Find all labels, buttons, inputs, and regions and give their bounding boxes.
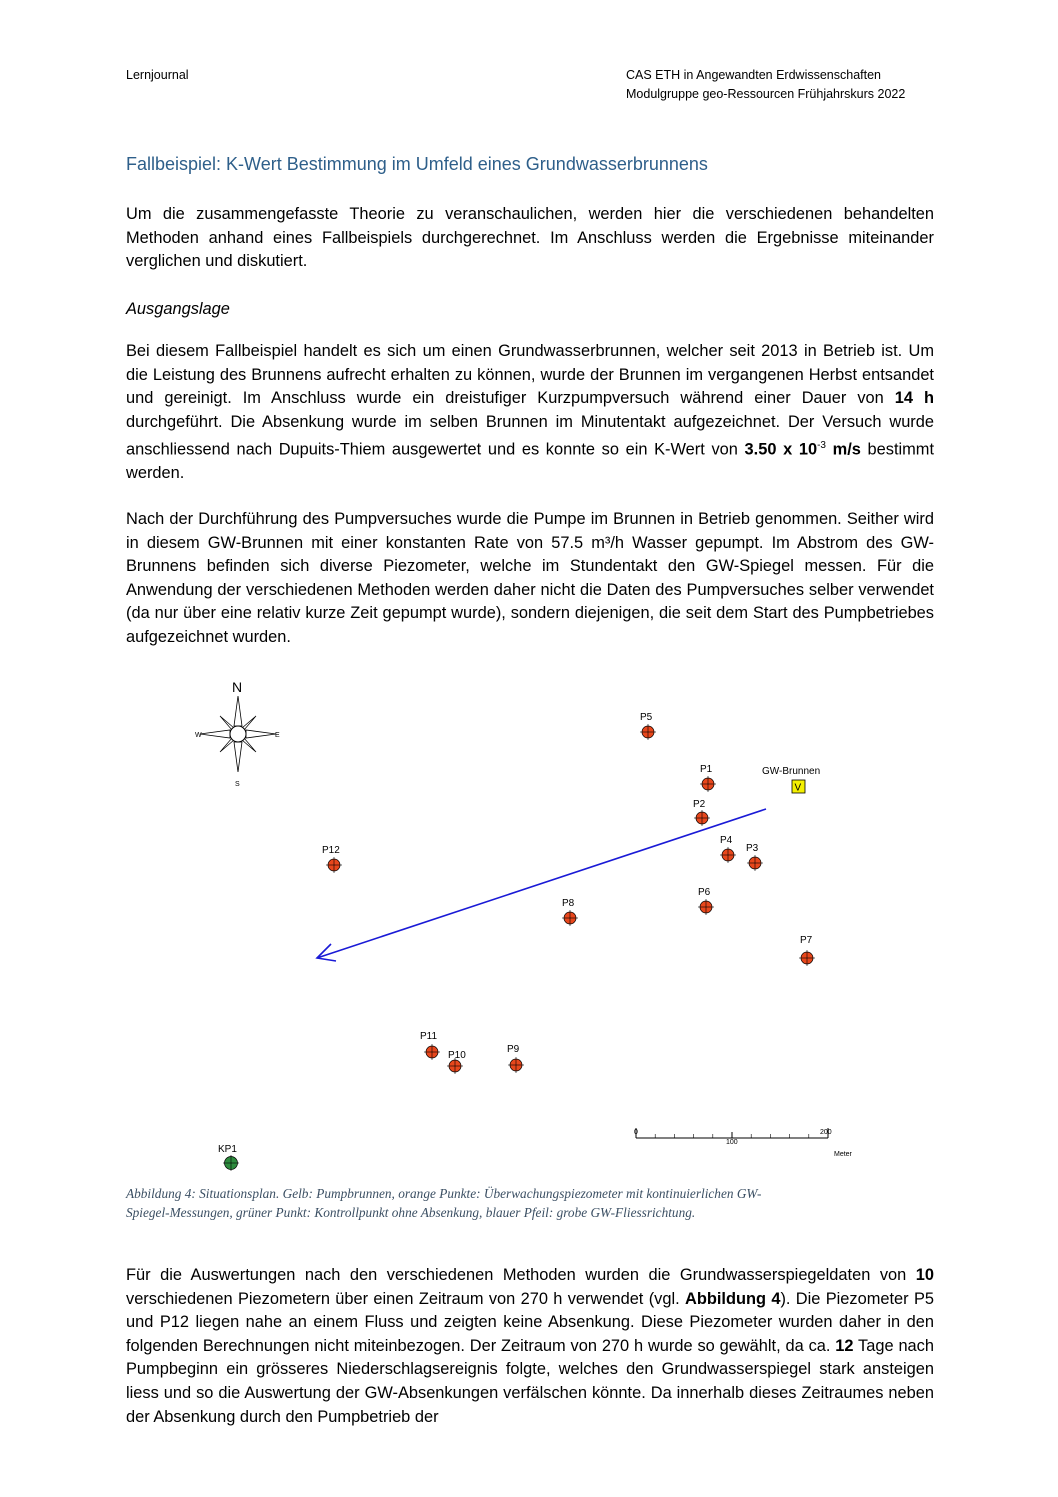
para1-text-a: Bei diesem Fallbeispiel handelt es sich um einen Grundwasserbrunnen, welcher seit 2013 in Betrieb ist. Um die Leistung des Brunnens aufrecht erhalten zu können, wurde der Brunnen im vergangenen Herbst entsandet und gereinigt. Im Anschluss wurde ein dreistufiger Kurzpumpversuch während einer Dauer von — [126, 342, 934, 408]
situation-map — [126, 672, 934, 1182]
piezometer-p4 — [720, 835, 736, 863]
piezometer-label-p6: P6 — [698, 887, 711, 898]
gw-well-symbol: V — [794, 782, 802, 794]
paragraph-ausgangslage — [126, 340, 934, 486]
control-point-label: KP1 — [218, 1144, 237, 1155]
para1-text-c: durchgeführt. Die Absenkung wurde im selben Brunnen im Minutentakt aufgezeichnet. Der Versuch wurde anschliessend nach Dupuits-Thiem ausgewertet und es konnte so ein K-Wert von — [126, 412, 934, 459]
para3-text-c: verschiedenen Piezometern über einen Zeitraum von 270 h verwendet (vgl. — [126, 1289, 685, 1308]
piezometer-label-p10: P10 — [448, 1050, 466, 1061]
piezometer-p5 — [640, 712, 656, 740]
scale-bar — [634, 1128, 853, 1158]
gw-well-label: GW-Brunnen — [762, 766, 821, 777]
piezometer-label-p9: P9 — [507, 1044, 520, 1055]
piezometer-label-p1: P1 — [700, 764, 713, 775]
piezometer-p9 — [507, 1044, 524, 1073]
piezometer-p7 — [799, 935, 815, 966]
compass-w-label: W — [195, 732, 202, 739]
piezometer-p8 — [562, 898, 578, 926]
para3-count: 10 — [915, 1266, 934, 1284]
section-title: Fallbeispiel: K-Wert Bestimmung im Umfeld eines Grundwasserbrunnens — [126, 154, 708, 174]
para1-duration: 14 h — [894, 389, 934, 408]
piezometer-label-p12: P12 — [322, 845, 340, 856]
intro-paragraph: Um die zusammengefasste Theorie zu veranschaulichen, werden hier die verschiedenen behandelten Methoden anhand eines Fallbeispiels durchgerechnet. Im Anschluss werden die Ergebnisse miteinander verglichen und diskutiert. — [126, 205, 934, 271]
piezometer-p12 — [322, 845, 342, 873]
piezometer-p1 — [700, 764, 716, 792]
piezometer-p2 — [693, 799, 710, 826]
subheading-ausgangslage: Ausgangslage — [126, 300, 230, 318]
piezometer-p10 — [447, 1050, 466, 1074]
para3-figure-ref: Abbildung 4 — [684, 1289, 781, 1308]
para1-text-d: bestimmt werden. — [126, 440, 935, 483]
para3-text-a: Für die Auswertungen nach den verschiedenen Methoden wurden die Grundwasserspiegeldaten von — [126, 1266, 916, 1284]
scale-label-100: 100 — [726, 1139, 738, 1146]
gw-well-marker — [792, 780, 805, 794]
control-point-kp1 — [223, 1155, 239, 1171]
scale-label-0: 0 — [634, 1129, 638, 1136]
piezometer-label-p7: P7 — [800, 935, 813, 946]
piezometer-layer — [322, 712, 815, 1074]
paragraph-auswertung — [126, 1264, 934, 1429]
piezometer-label-p11: P11 — [420, 1031, 438, 1042]
para1-kvalue-unit: m/s — [825, 440, 861, 459]
piezometer-label-p4: P4 — [720, 835, 733, 846]
caption-line2: Spiegel-Messungen, grüner Punkt: Kontrollpunkt ohne Absenkung, blauer Pfeil: grobe GW-Fliessrichtung. — [126, 1205, 696, 1220]
para1-kvalue: 3.50 x 10 — [744, 440, 818, 459]
para3-text-d: ). Die Piezometer P5 und P12 liegen nahe an einem Fluss und zeigten keine Absenkung. Diese Piezometer wurden daher in den folgenden Berechnungen nicht miteinbezogen. Der Zeitraum von 270 h wurde so gewählt, da ca. — [126, 1289, 934, 1355]
compass-e-label: E — [275, 732, 280, 739]
header-left: Lernjournal — [126, 68, 189, 82]
compass-s-label: S — [235, 781, 240, 788]
piezometer-p11 — [420, 1031, 440, 1060]
piezometer-label-p2: P2 — [693, 799, 706, 810]
scale-label-200: 200 — [820, 1129, 832, 1136]
flow-direction-arrow — [317, 809, 766, 961]
header-right-line1: CAS ETH in Angewandten Erdwissenschaften — [626, 68, 881, 82]
header-right-line2: Modulgruppe geo-Ressourcen Frühjahrskurs 2022 — [626, 87, 906, 101]
compass-rose-icon — [195, 679, 280, 788]
para1-kvalue-exponent: -3 — [817, 440, 826, 452]
piezometer-label-p8: P8 — [562, 898, 575, 909]
compass-n-label: N — [232, 679, 243, 695]
paragraph-pumpbetrieb: Nach der Durchführung des Pumpversuches wurde die Pumpe im Brunnen in Betrieb genommen. Seither wird in diesem GW-Brunnen mit einer konstanten Rate von 57.5 m³/h Wasser gepumpt. Im Abstrom des GW-Brunnens befinden sich diverse Piezometer, welche im Stundentakt den GW-Spiegel messen. Für die Anwendung der verschiedenen Methoden werden daher nicht die Daten des Pumpversuches selber verwendet (da nur über eine relativ kurze Zeit gepumpt wurde), sondern diejenigen, die seit dem Start des Pumpbetriebes aufgezeichnet wurden. — [126, 510, 934, 646]
caption-line1: Abbildung 4: Situationsplan. Gelb: Pumpbrunnen, orange Punkte: Überwachungspiezometer mit kontinuierlichen GW- — [126, 1186, 762, 1201]
para3-text-e: Tage nach Pumpbeginn ein grösseres Niederschlagsereignis folgte, welches den Grundwasserspiegel stark ansteigen liess und so die Auswertung der GW-Absenkungen verfälschen könnte. Da innerhalb dieses Zeitraumes neben der Absenkung durch den Pumpbetrieb der — [126, 1336, 934, 1426]
figure-caption — [126, 1184, 926, 1222]
para3-days: 12 — [835, 1336, 854, 1355]
piezometer-p6 — [698, 887, 714, 915]
header-right — [626, 66, 905, 104]
piezometer-label-p3: P3 — [746, 843, 759, 854]
scale-unit-label: Meter — [834, 1151, 852, 1158]
piezometer-label-p5: P5 — [640, 712, 653, 723]
piezometer-p3 — [746, 843, 763, 871]
